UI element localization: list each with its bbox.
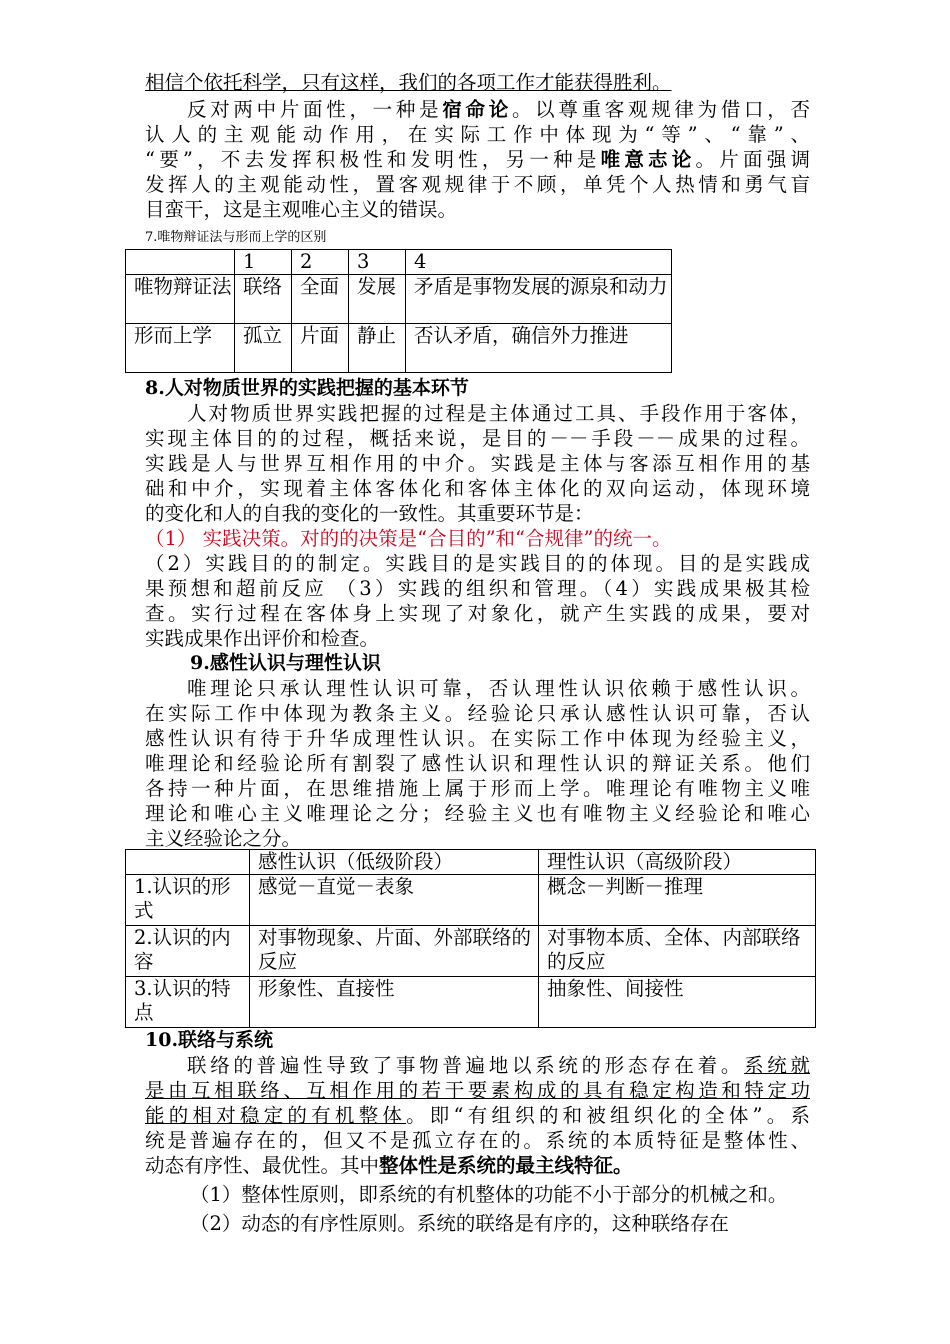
table-cell: 矛盾是事物发展的源泉和动力 — [406, 275, 672, 324]
text-line: 相信个依托科学，只有这样，我们的各项工作才能获得胜利。 — [145, 71, 672, 94]
text-line: （2）实践目的的制定。实践目的是实践目的的体现。目的是实践成 — [145, 552, 810, 575]
table-cell: 对事物本质、全体、内部联络的反应 — [539, 926, 816, 977]
text-line: 联络的普遍性导致了事物普遍地以系统的形态存在着。系统就 — [187, 1054, 810, 1077]
text-line: 认人的主观能动作用，在实际工作中体现为“等”、“靠”、 — [145, 123, 810, 146]
dialectics-table — [125, 249, 672, 373]
text-line: 发挥人的主观能动性，置客观规律于不顾，单凭个人热情和勇气盲 — [145, 173, 810, 196]
list-item-label: （2） — [190, 1212, 242, 1235]
list-item-text: 整体性原则，即系统的有机整体的功能不小于部分的机械之和。 — [241, 1183, 788, 1206]
text-line: 感性认识有待于升华成理性认识。在实际工作中体现为经验主义， — [145, 727, 810, 750]
table-cell: 2 — [292, 250, 349, 275]
text-line: 的变化和人的自我的变化的一致性。其重要环节是： — [145, 502, 594, 525]
table-cell — [126, 250, 235, 275]
text-line: 唯理论和经验论所有割裂了感性认识和理性认识的辩证关系。他们 — [145, 752, 810, 775]
table-cell: 形而上学 — [126, 324, 235, 373]
text-line: 唯理论只承认理性认识可靠，否认理性认识依赖于感性认识。 — [187, 677, 810, 700]
keyword-voluntarism: 唯意志论 — [600, 148, 696, 171]
list-item-label: （1） — [190, 1183, 242, 1206]
table-cell: 片面 — [292, 324, 349, 373]
table-cell: 1.认识的形式 — [126, 875, 250, 926]
cognition-table — [125, 849, 816, 1028]
table-cell: 3.认识的特点 — [126, 977, 250, 1028]
text-line: 动态有序性、最优性。其中整体性是系统的最主线特征。 — [145, 1154, 633, 1177]
table-cell: 静止 — [349, 324, 406, 373]
table-cell: 抽象性、间接性 — [539, 977, 816, 1028]
table-cell: 理性认识（高级阶段） — [539, 850, 816, 875]
list-item-text: 动态的有序性原则。系统的联络是有序的，这种联络存在 — [241, 1212, 729, 1235]
section-9 — [145, 651, 810, 851]
table-row — [126, 875, 816, 926]
text-line: 各持一种片面，在思维措施上属于形而上学。唯理论有唯物主义唯 — [145, 777, 810, 800]
table-row — [126, 324, 672, 373]
text-line: 统是普遍存在的，但又不是孤立存在的。系统的本质特征是整体性、 — [145, 1129, 810, 1152]
list-item — [145, 1182, 810, 1207]
table-cell: 感性认识（低级阶段） — [250, 850, 539, 875]
section-10 — [145, 1028, 810, 1236]
table-cell: 唯物辩证法 — [126, 275, 235, 324]
table-cell: 孤立 — [235, 324, 292, 373]
table-cell: 对事物现象、片面、外部联络的反应 — [250, 926, 539, 977]
text-line: 查。实行过程在客体身上实现了对象化，就产生实践的成果，要对 — [145, 602, 810, 625]
text-line: 人对物质世界实践把握的过程是主体通过工具、手段作用于客体， — [187, 402, 810, 425]
text-line: 能的相对稳定的有机整体。即“有组织的和被组织化的全体”。系 — [145, 1104, 810, 1127]
text-line: 础和中介，实现着主体客体化和客体主体化的双向运动，体现环境 — [145, 477, 810, 500]
table-cell: 联络 — [235, 275, 292, 324]
table-row — [126, 275, 672, 324]
section-10-title: 10.联络与系统 — [145, 1029, 274, 1051]
table-row — [126, 926, 816, 977]
text-line: “要”，不去发挥积极性和发明性，另一种是唯意志论。片面强调 — [145, 148, 810, 171]
table-cell: 全面 — [292, 275, 349, 324]
text-line-highlight: （1） 实践决策。对的的决策是“合目的”和“合规律”的统一。 — [145, 527, 672, 550]
text-line: 理论和唯心主义唯理论之分；经验主义也有唯物主义经验论和唯心 — [145, 802, 810, 825]
keyword-fatalism: 宿命论 — [442, 98, 512, 121]
table-cell: 1 — [235, 250, 292, 275]
section-7-title: 7.唯物辩证法与形而上学的区别 — [145, 230, 327, 245]
section-8 — [145, 376, 810, 651]
table-cell — [126, 850, 250, 875]
table-cell: 3 — [349, 250, 406, 275]
list-item — [145, 1211, 810, 1236]
table-row — [126, 977, 816, 1028]
table-cell: 发展 — [349, 275, 406, 324]
text-line: 实现主体目的的过程，概括来说，是目的－－手段－－成果的过程。 — [145, 427, 810, 450]
text-line: 实践成果作出评价和检查。 — [145, 627, 380, 650]
table-cell: 概念－判断－推理 — [539, 875, 816, 926]
section-8-title: 8.人对物质世界的实践把握的基本环节 — [145, 377, 469, 399]
table-cell: 否认矛盾，确信外力推进 — [406, 324, 672, 373]
section-9-title: 9.感性认识与理性认识 — [190, 652, 381, 674]
text-line: 在实际工作中体现为教条主义。经验论只承认感性认识可靠，否认 — [145, 702, 810, 725]
table-cell: 4 — [406, 250, 672, 275]
text-line: 是由互相联络、互相作用的若干要素构成的具有稳定构造和特定功 — [145, 1079, 810, 1102]
text-line: 果预想和超前反应 （3）实践的组织和管理。（4）实践成果极其检 — [145, 577, 810, 600]
paragraph-fatalism — [145, 97, 810, 222]
text-line: 实践是人与世界互相作用的中介。实践是主体与客添互相作用的基 — [145, 452, 810, 475]
table-cell: 形象性、直接性 — [250, 977, 539, 1028]
text-line: 反对两中片面性，一种是宿命论。以尊重客观规律为借口，否 — [187, 98, 810, 121]
text-line: 主义经验论之分。 — [145, 827, 302, 850]
table-header-row — [126, 850, 816, 875]
text-line: 目蛮干，这是主观唯心主义的错误。 — [145, 198, 458, 221]
table-cell: 2.认识的内容 — [126, 926, 250, 977]
table-header-row — [126, 250, 672, 275]
intro-text — [145, 70, 810, 95]
table-cell: 感觉－直觉－表象 — [250, 875, 539, 926]
